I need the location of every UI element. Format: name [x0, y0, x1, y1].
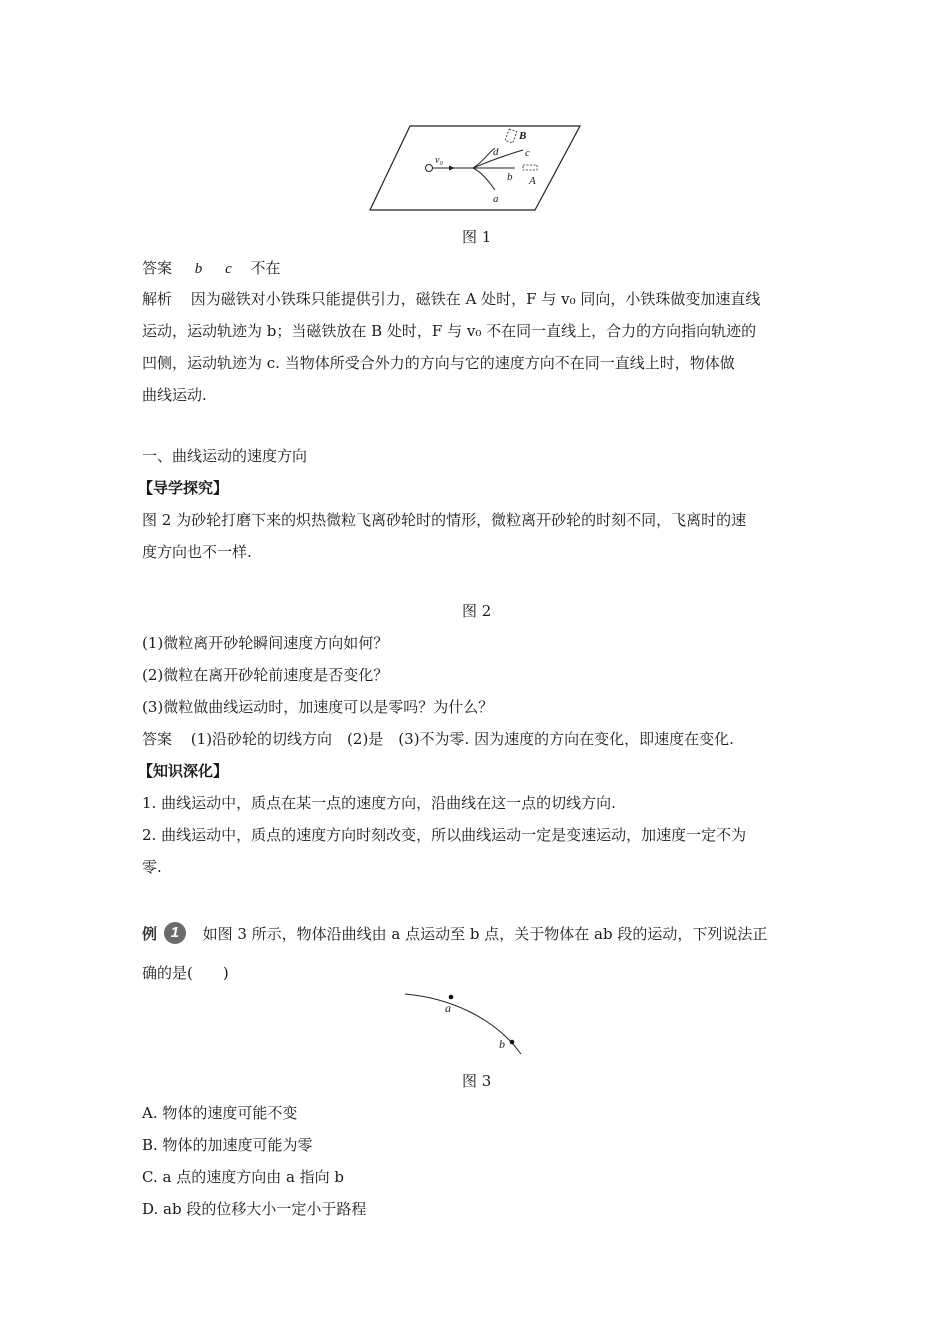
example-label: 例	[142, 924, 158, 943]
section-answer-label: 答案	[142, 730, 173, 748]
example-header	[142, 922, 767, 944]
label-A: A	[529, 175, 536, 187]
answer-part-2: c	[225, 261, 232, 277]
label-a: a	[493, 193, 499, 205]
answer-part-1: b	[194, 261, 203, 277]
section-answer-text: (1)沿砂轮的切线方向 (2)是 (3)不为零. 因为速度的方向在变化，即速度在变化.	[190, 730, 734, 748]
iron-ball	[426, 165, 433, 172]
label-b: b	[499, 1037, 505, 1051]
figure-2-caption: 图 2	[462, 602, 492, 620]
figure-3-diagram	[400, 990, 530, 1060]
option-A: A. 物体的速度可能不变	[142, 1104, 298, 1122]
option-B: B. 物体的加速度可能为零	[142, 1136, 313, 1154]
point-b	[510, 1040, 515, 1045]
label-v0: v₀	[435, 155, 443, 166]
question-1: (1)微粒离开砂轮瞬间速度方向如何？	[142, 634, 389, 652]
figure-1-caption: 图 1	[462, 228, 492, 246]
section-answer	[142, 728, 734, 749]
magnet-B	[505, 129, 517, 143]
example-line-2: 确的是( )	[142, 964, 229, 982]
point-a	[449, 995, 454, 1000]
section-heading: 一、曲线运动的速度方向	[142, 447, 308, 465]
magnet-A	[523, 165, 537, 170]
analysis-line-3: 凹侧，运动轨迹为 c. 当物体所受合外力的方向与它的速度方向不在同一直线上时，物体做	[142, 354, 735, 372]
example-number-badge: 1	[164, 922, 186, 944]
explore-line-1: 图 2 为砂轮打磨下来的炽热微粒飞离砂轮时的情形，微粒离开砂轮的时刻不同，飞离时的速	[142, 511, 747, 529]
analysis-line-2: 运动，运动轨迹为 b；当磁铁放在 B 处时，F 与 v₀ 不在同一直线上，合力的方向指向轨迹的	[142, 322, 757, 340]
label-B: B	[519, 130, 527, 142]
label-d: d	[493, 146, 499, 158]
answer-part-3: 不在	[250, 259, 281, 277]
example-line-1: 如图 3 所示，物体沿曲线由 a 点运动至 b 点，关于物体在 ab 段的运动，下列说法正	[202, 924, 768, 943]
trajectory-d	[473, 148, 495, 168]
figure-3-caption: 图 3	[462, 1072, 492, 1090]
point-2-cont: 零.	[142, 858, 162, 876]
label-b: b	[507, 171, 513, 183]
answer-label: 答案	[142, 259, 173, 277]
question-3: (3)微粒做曲线运动时，加速度可以是零吗？为什么？	[142, 698, 494, 716]
label-c: c	[525, 147, 530, 159]
point-2: 2. 曲线运动中，质点的速度方向时刻改变，所以曲线运动一定是变速运动，加速度一定不为	[142, 826, 747, 844]
analysis-text-1: 因为磁铁对小铁珠只能提供引力，磁铁在 A 处时，F 与 v₀ 同向，小铁珠做变加速直线	[190, 290, 761, 308]
explore-line-2: 度方向也不一样.	[142, 543, 252, 561]
option-D: D. ab 段的位移大小一定小于路程	[142, 1200, 367, 1218]
question-2: (2)微粒在离开砂轮前速度是否变化？	[142, 666, 389, 684]
analysis-label: 解析	[142, 290, 173, 308]
explore-tag: 【导学探究】	[138, 479, 229, 497]
deepen-tag: 【知识深化】	[138, 762, 229, 780]
label-a: a	[445, 1001, 451, 1015]
point-1: 1. 曲线运动中，质点在某一点的速度方向，沿曲线在这一点的切线方向.	[142, 794, 616, 812]
analysis-line-4: 曲线运动.	[142, 386, 207, 404]
option-C: C. a 点的速度方向由 a 指向 b	[142, 1168, 345, 1186]
answer-1	[142, 257, 281, 278]
trajectory-a	[473, 168, 495, 190]
analysis-line-1	[142, 288, 760, 309]
figure-1-diagram	[365, 120, 585, 215]
